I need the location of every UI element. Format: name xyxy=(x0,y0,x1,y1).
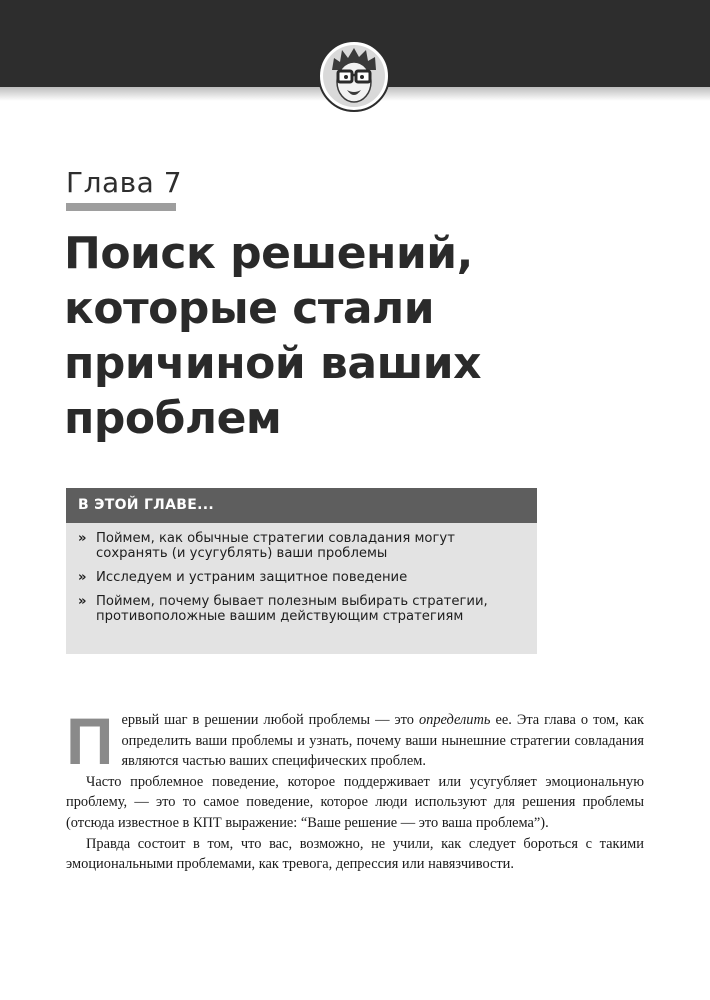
drop-cap: П xyxy=(66,704,114,778)
list-item-line: противоположные вашим действующим стратегиям xyxy=(96,609,464,624)
chapter-title-line: причиной ваших xyxy=(64,338,482,389)
bullet-icon: » xyxy=(78,594,87,609)
bullet-icon: » xyxy=(78,531,87,546)
chapter-label: Глава 7 xyxy=(66,166,183,199)
chapter-title-line: проблем xyxy=(64,393,282,444)
in-this-chapter-box xyxy=(66,488,537,654)
list-item-line: Поймем, почему бывает полезным выбирать стратегии, xyxy=(96,594,488,609)
paragraph-1 xyxy=(66,704,644,778)
in-this-chapter-heading: В ЭТОЙ ГЛАВЕ... xyxy=(66,488,537,523)
paragraph-2: Часто проблемное поведение, которое поддерживает или усугубляет эмоциональную проблему, — это то самое поведение, которое люди используют для решения проблемы (отсюда известное в КПТ выражение: “Ваше решение — это ваша проблема”). xyxy=(66,773,644,831)
list-item-line: Поймем, как обычные стратегии совладания могут xyxy=(96,531,455,546)
emphasized-word: определить xyxy=(418,712,491,728)
list-item xyxy=(78,531,525,561)
list-item-line: сохранять (и усугублять) ваши проблемы xyxy=(96,546,388,561)
in-this-chapter-list xyxy=(66,523,537,624)
chapter-label-underline xyxy=(66,203,176,211)
paragraph-text: ее. Эта глава о том, как определить ваши проблемы и узнать, почему ваши нынешние стратегии совладания являются частью ваших специфических проблем. xyxy=(121,712,644,770)
list-item-text xyxy=(96,570,407,585)
body-text xyxy=(66,704,644,875)
list-item-text xyxy=(96,531,455,561)
chapter-title xyxy=(64,226,624,446)
list-item-text xyxy=(96,594,488,624)
list-item-line: Исследуем и устраним защитное поведение xyxy=(96,570,408,585)
list-item xyxy=(78,570,525,585)
chapter-title-line: Поиск решений, xyxy=(64,228,473,279)
chapter-title-line: которые стали xyxy=(64,283,435,334)
paragraph-3: Правда состоит в том, что вас, возможно, не учили, как следует бороться с такими эмоциональными проблемами, как тревога, депрессия или навязчивости. xyxy=(66,835,644,873)
dummies-mascot-icon xyxy=(318,40,390,112)
bullet-icon: » xyxy=(78,570,87,585)
list-item xyxy=(78,594,525,624)
paragraph-text: ервый шаг в решении любой проблемы — это xyxy=(121,712,419,728)
